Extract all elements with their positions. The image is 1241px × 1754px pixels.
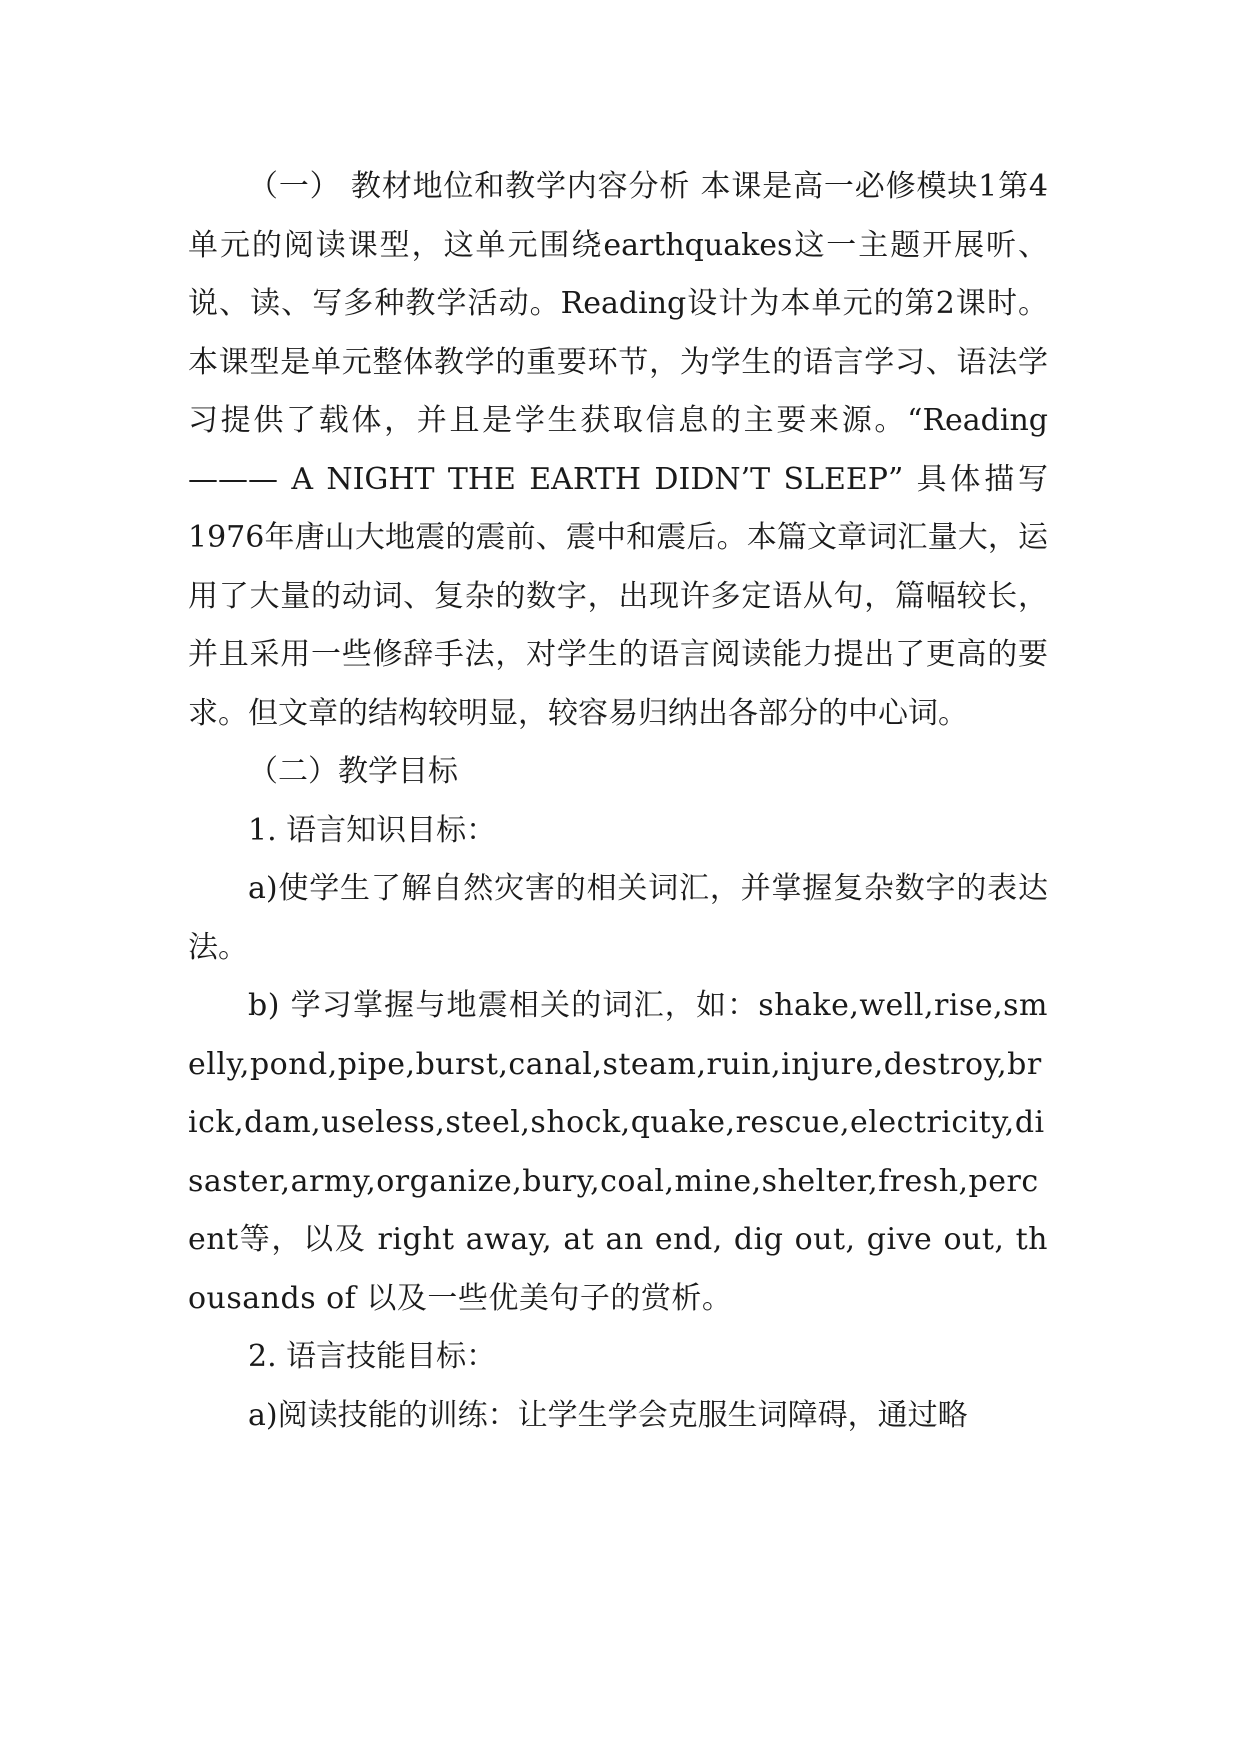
paragraph-reading-skill: a)阅读技能的训练：让学生学会克服生词障碍，通过略 — [248, 1397, 968, 1433]
paragraph-textbook-analysis: （一） 教材地位和教学内容分析 本课是高一必修模块1第4单元的阅读课型，这单元围绕earthquakes这一主题开展听、说、读、写多种教学活动。Reading设计为本单元的第2课时。本课型是单元整体教学的重要环节，为学生的语言学习、语法学习提供了载体，并且是学生获取信息的主要来源。“Reading——— A NIGHT THE EARTH DIDN’T SLEEP” 具体描写1976年唐山大地震的震前、震中和震后。本篇文章词汇量大，运用了大量的动词、复杂的数字，出现许多定语从句，篇幅较长，并且采用一些修辞手法，对学生的语言阅读能力提出了更高的要求。但文章的结构较明显，较容易归纳出各部分的中心词。 — [188, 169, 1048, 731]
heading-teaching-objectives: （二）教学目标 — [248, 754, 458, 789]
heading-language-skill-goals: 2. 语言技能目标： — [248, 1339, 497, 1374]
heading-language-knowledge-goals: 1. 语言知识目标： — [248, 812, 497, 848]
document-body — [188, 158, 1048, 1445]
paragraph-goal-a: a)使学生了解自然灾害的相关词汇，并掌握复杂数字的表达法。 — [188, 871, 1048, 965]
paragraph-goal-b-vocabulary: b) 学习掌握与地震相关的词汇，如：shake,well,rise,smelly,pond,pipe,burst,canal,steam,ruin,injure,destroy,brick,dam,useless,steel,shock,quake,rescue,electricity,disaster,army,organize,bury,coal,mine,shelter,fresh,percent等，以及 right away, at an end, dig out, give out, thousands of 以及一些优美句子的赏析。 — [188, 988, 1048, 1316]
